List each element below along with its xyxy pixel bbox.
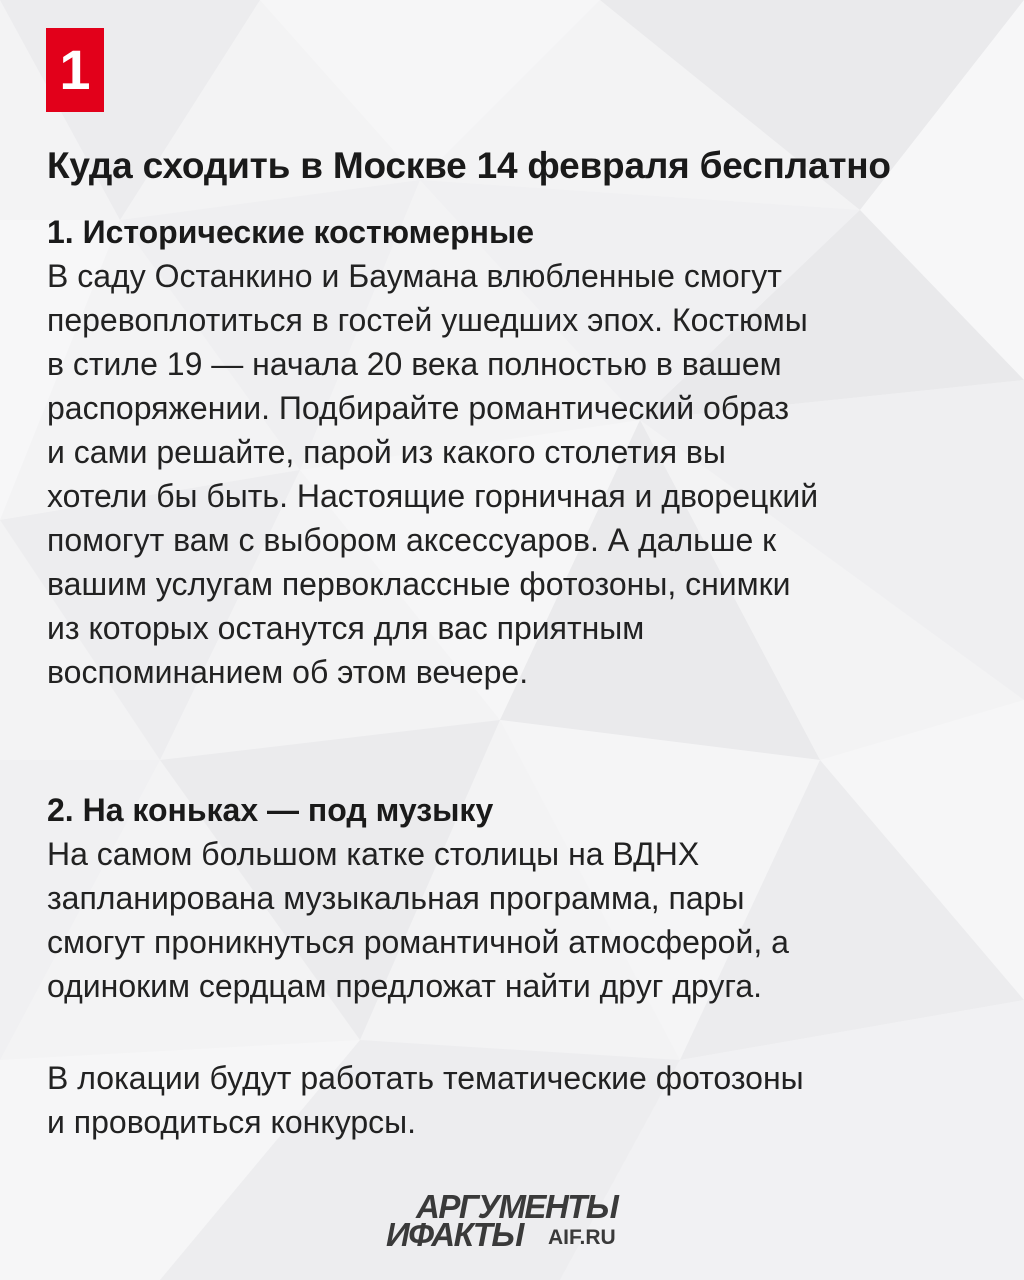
text-line: перевоплотиться в гостей ушедших эпох. Костюмы	[47, 302, 808, 338]
text-line: В саду Останкино и Баумана влюбленные смогут	[47, 258, 782, 294]
section-body	[47, 1056, 987, 1144]
section-body	[47, 254, 987, 694]
logo-line-2: ИФАКТЫ	[386, 1216, 523, 1253]
section-costumes	[47, 210, 987, 694]
text-line: На самом большом катке столицы на ВДНХ	[47, 836, 700, 872]
section-body	[47, 832, 987, 1008]
logo-line-1: АРГУМЕНТЫ	[416, 1188, 618, 1225]
text-line: смогут проникнуться романтичной атмосферой, а	[47, 924, 789, 960]
aif-logo-icon	[386, 1190, 646, 1254]
text-line: хотели бы быть. Настоящие горничная и дворецкий	[47, 478, 819, 514]
section-heading: 1. Исторические костюмерные	[47, 214, 535, 250]
text-line: распоряжении. Подбирайте романтический образ	[47, 390, 790, 426]
text-line: одиноким сердцам предложат найти друг друга.	[47, 968, 763, 1004]
text-line: запланирована музыкальная программа, пары	[47, 880, 745, 916]
text-line: В локации будут работать тематические фотозоны	[47, 1060, 804, 1096]
section-heading: 2. На коньках — под музыку	[47, 792, 494, 828]
text-line: из которых останутся для вас приятным	[47, 610, 645, 646]
text-line: воспоминанием об этом вечере.	[47, 654, 529, 690]
text-line: и сами решайте, парой из какого столетия вы	[47, 434, 726, 470]
text-line: помогут вам с выбором аксессуаров. А дальше к	[47, 522, 777, 558]
number-badge: 1	[46, 28, 104, 112]
text-line: и проводиться конкурсы.	[47, 1104, 417, 1140]
logo-site: AIF.RU	[548, 1226, 616, 1249]
text-line: в стиле 19 — начала 20 века полностью в вашем	[47, 346, 782, 382]
section-photozones	[47, 1056, 987, 1144]
section-skating	[47, 788, 987, 1008]
page-title: Куда сходить в Москве 14 февраля бесплатно	[47, 145, 891, 186]
text-line: вашим услугам первоклассные фотозоны, снимки	[47, 566, 791, 602]
